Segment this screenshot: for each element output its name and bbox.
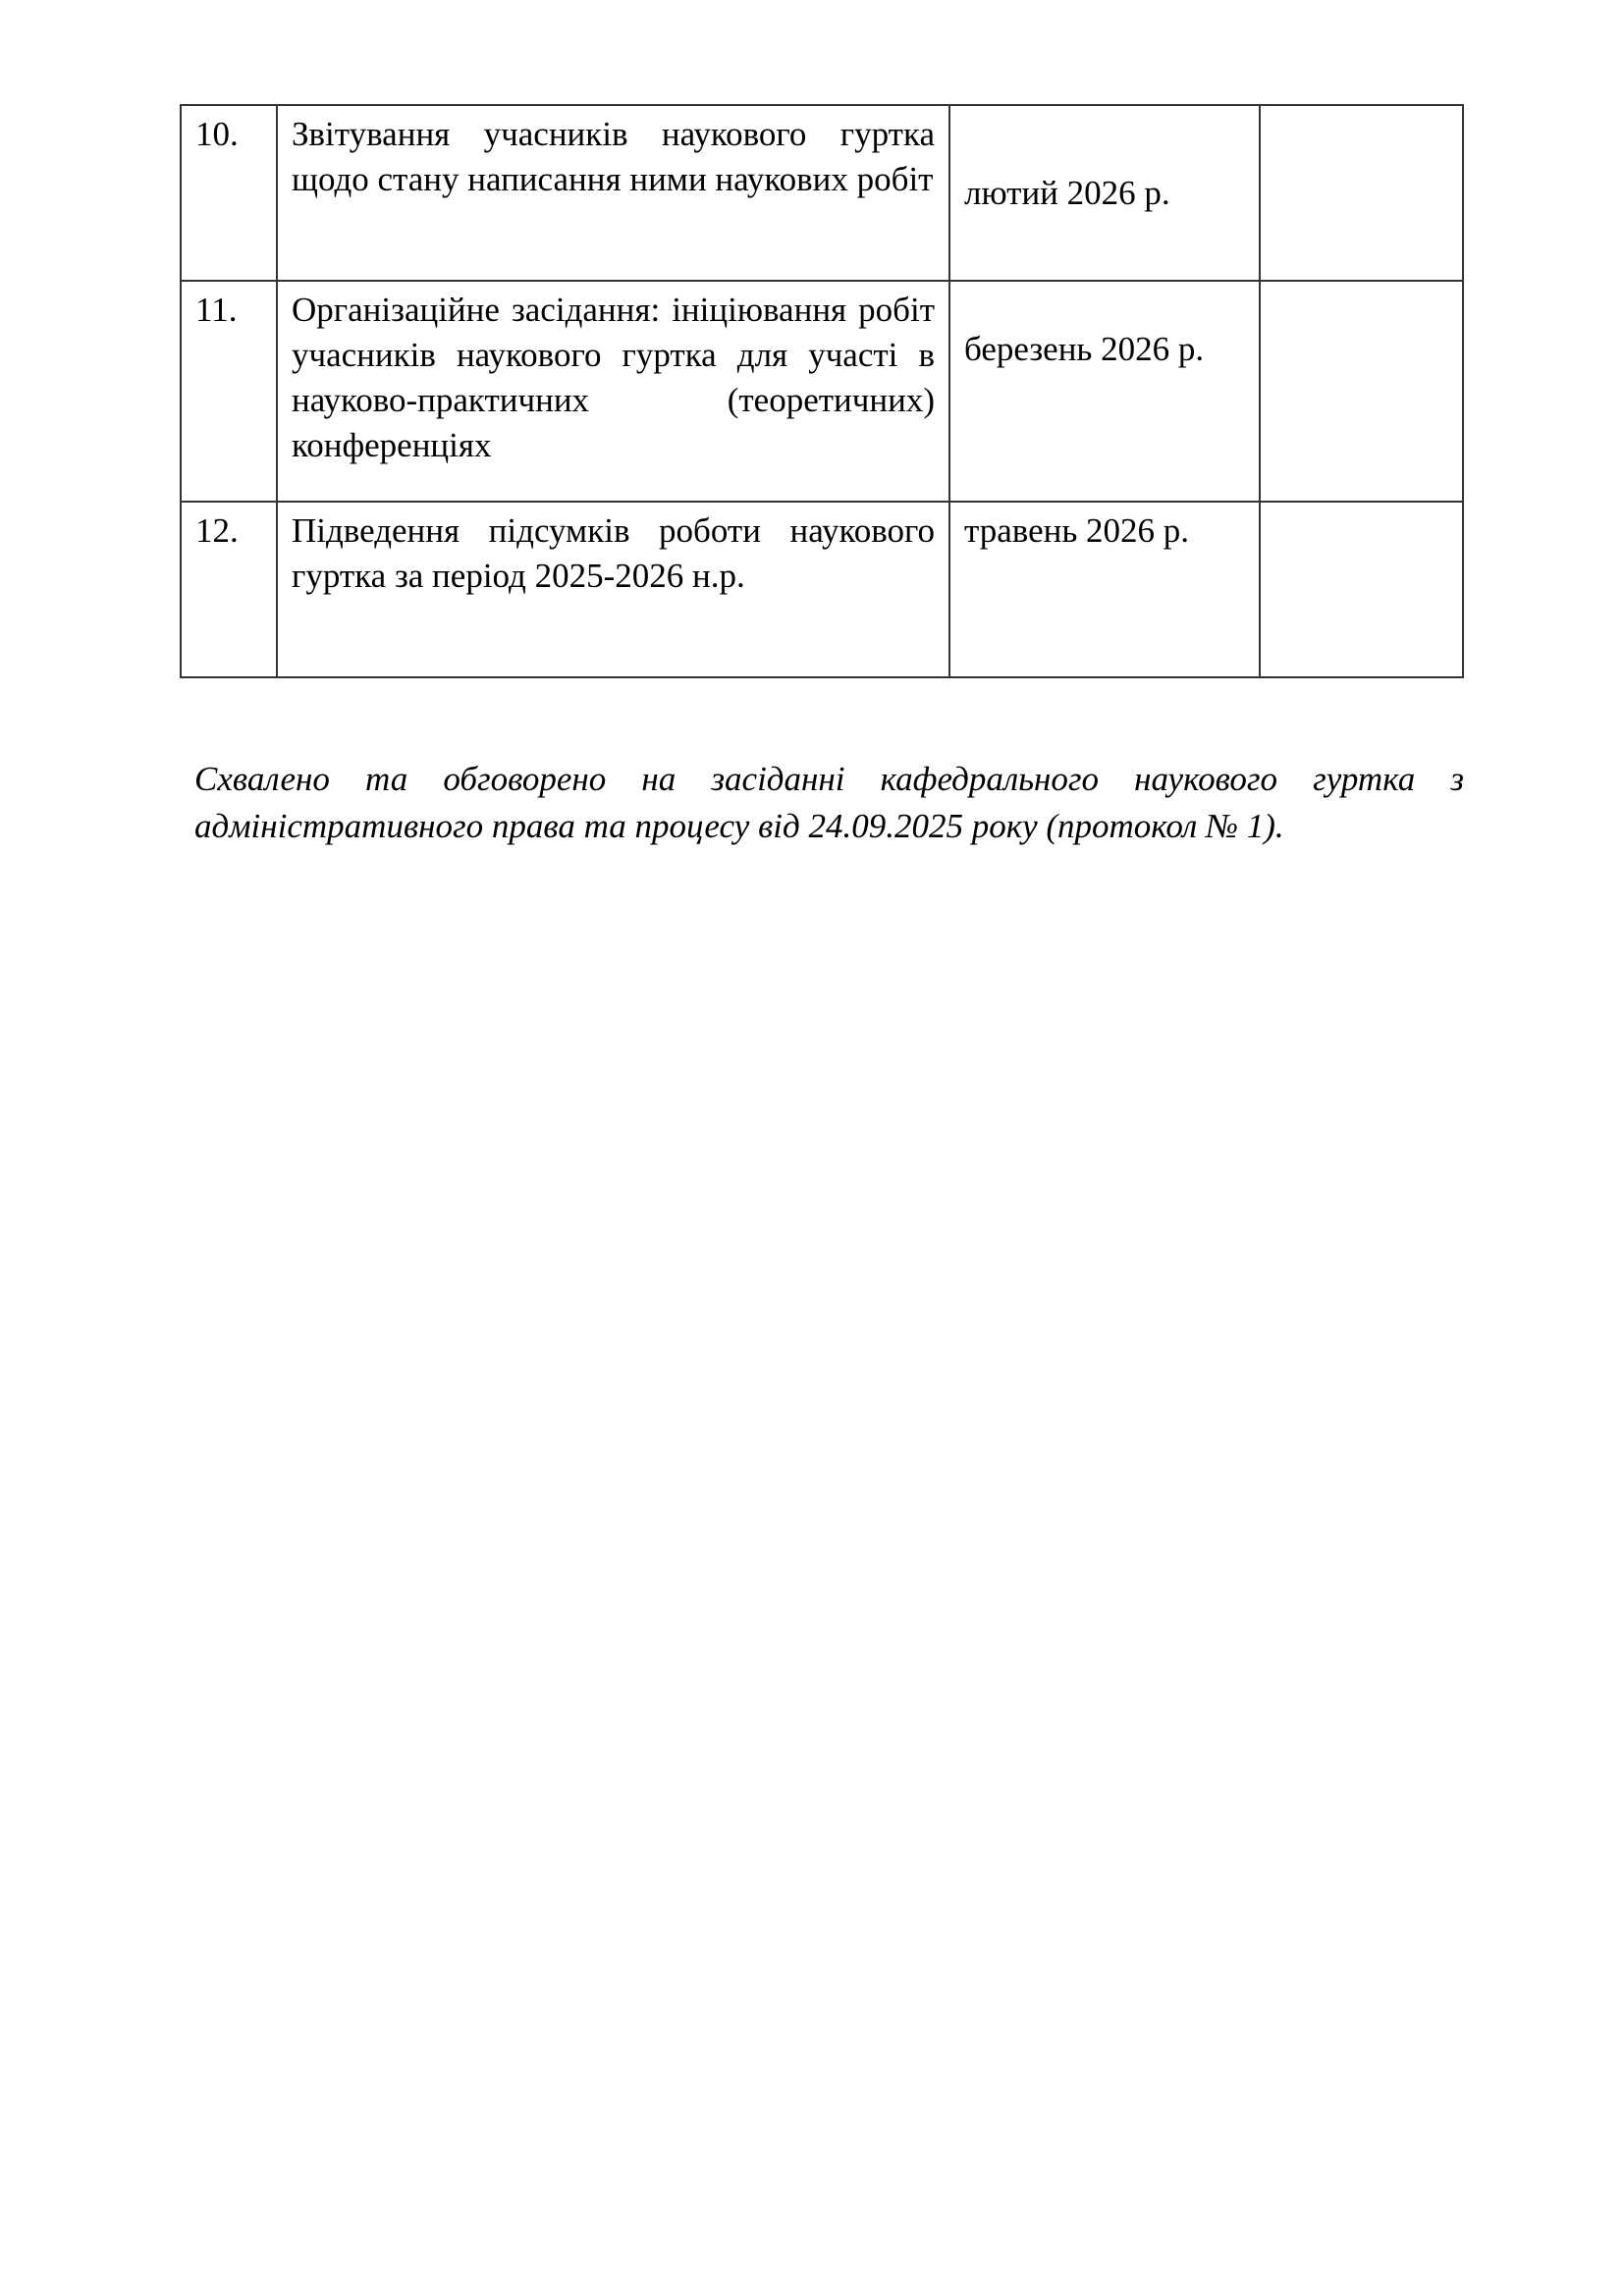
approval-note: Схвалено та обговорено на засіданні кафедрального наукового гуртка з адміністративного права та процесу від 24.09.2025 року (протокол № 1). xyxy=(194,760,1464,845)
row-note xyxy=(1260,281,1463,502)
row-note xyxy=(1260,105,1463,281)
table-row xyxy=(181,281,1463,502)
table-row xyxy=(181,502,1463,677)
row-number: 10. xyxy=(181,105,277,281)
row-number: 11. xyxy=(181,281,277,502)
row-term: лютий 2026 р. xyxy=(949,105,1260,281)
row-term: березень 2026 р. xyxy=(949,281,1260,502)
row-task: Звітування учасників наукового гуртка щодо стану написання ними наукових робіт xyxy=(277,105,949,281)
row-task: Підведення підсумків роботи наукового гуртка за період 2025-2026 н.р. xyxy=(277,502,949,677)
table-row xyxy=(181,105,1463,281)
row-task: Організаційне засідання: ініціювання робіт учасників наукового гуртка для участі в науково-практичних (теоретичних) конференціях xyxy=(277,281,949,502)
row-number: 12. xyxy=(181,502,277,677)
row-note xyxy=(1260,502,1463,677)
plan-table xyxy=(180,104,1464,678)
row-term: травень 2026 р. xyxy=(949,502,1260,677)
